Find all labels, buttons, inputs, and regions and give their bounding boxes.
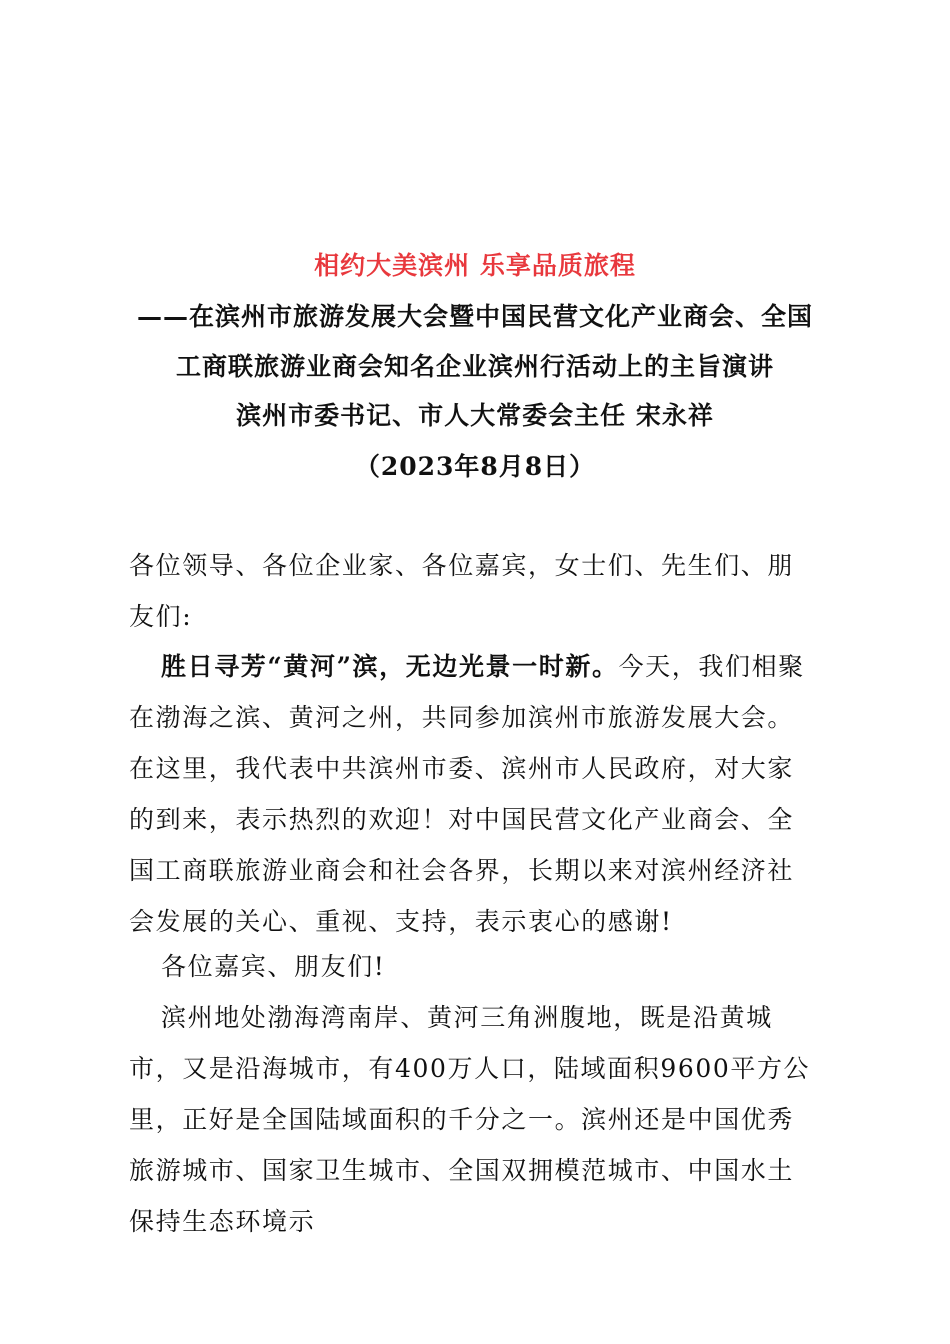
city-intro-paragraph: 滨州地处渤海湾南岸、黄河三角洲腹地，既是沿黄城市，又是沿海城市，有400万人口，陆域面积9600平方公里，正好是全国陆域面积的千分之一。滨州还是中国优秀旅游城市、国家卫生城市、全国双拥模范城市、中国水土保持生态环境示	[129, 1003, 811, 1236]
opening-paragraph	[129, 641, 819, 947]
subtitle-line-1: ——在滨州市旅游发展大会暨中国民营文化产业商会、全国	[136, 302, 813, 331]
greeting-paragraph: 各位嘉宾、朋友们!	[161, 952, 386, 981]
subtitle-line-2: 工商联旅游业商会知名企业滨州行活动上的主旨演讲	[175, 352, 774, 381]
speaker-line: 滨州市委书记、市人大常委会主任 宋永祥	[236, 401, 714, 430]
opening-paragraph-text: 今天，我们相聚在渤海之滨、黄河之州，共同参加滨州市旅游发展大会。在这里，我代表中共滨州市委、滨州市人民政府，对大家的到来，表示热烈的欢迎！对中国民营文化产业商会、全国工商联旅游业商会和社会各界，长期以来对滨州经济社会发展的关心、重视、支持，表示衷心的感谢!	[129, 652, 805, 936]
speech-date: （2023年8月8日）	[354, 452, 596, 481]
document-title: 相约大美滨州 乐享品质旅程	[314, 251, 636, 280]
opening-lead-sentence: 胜日寻芳“黄河”滨，无边光景一时新。	[161, 652, 619, 681]
salutation-paragraph: 各位领导、各位企业家、各位嘉宾，女士们、先生们、朋友们:	[129, 551, 795, 631]
